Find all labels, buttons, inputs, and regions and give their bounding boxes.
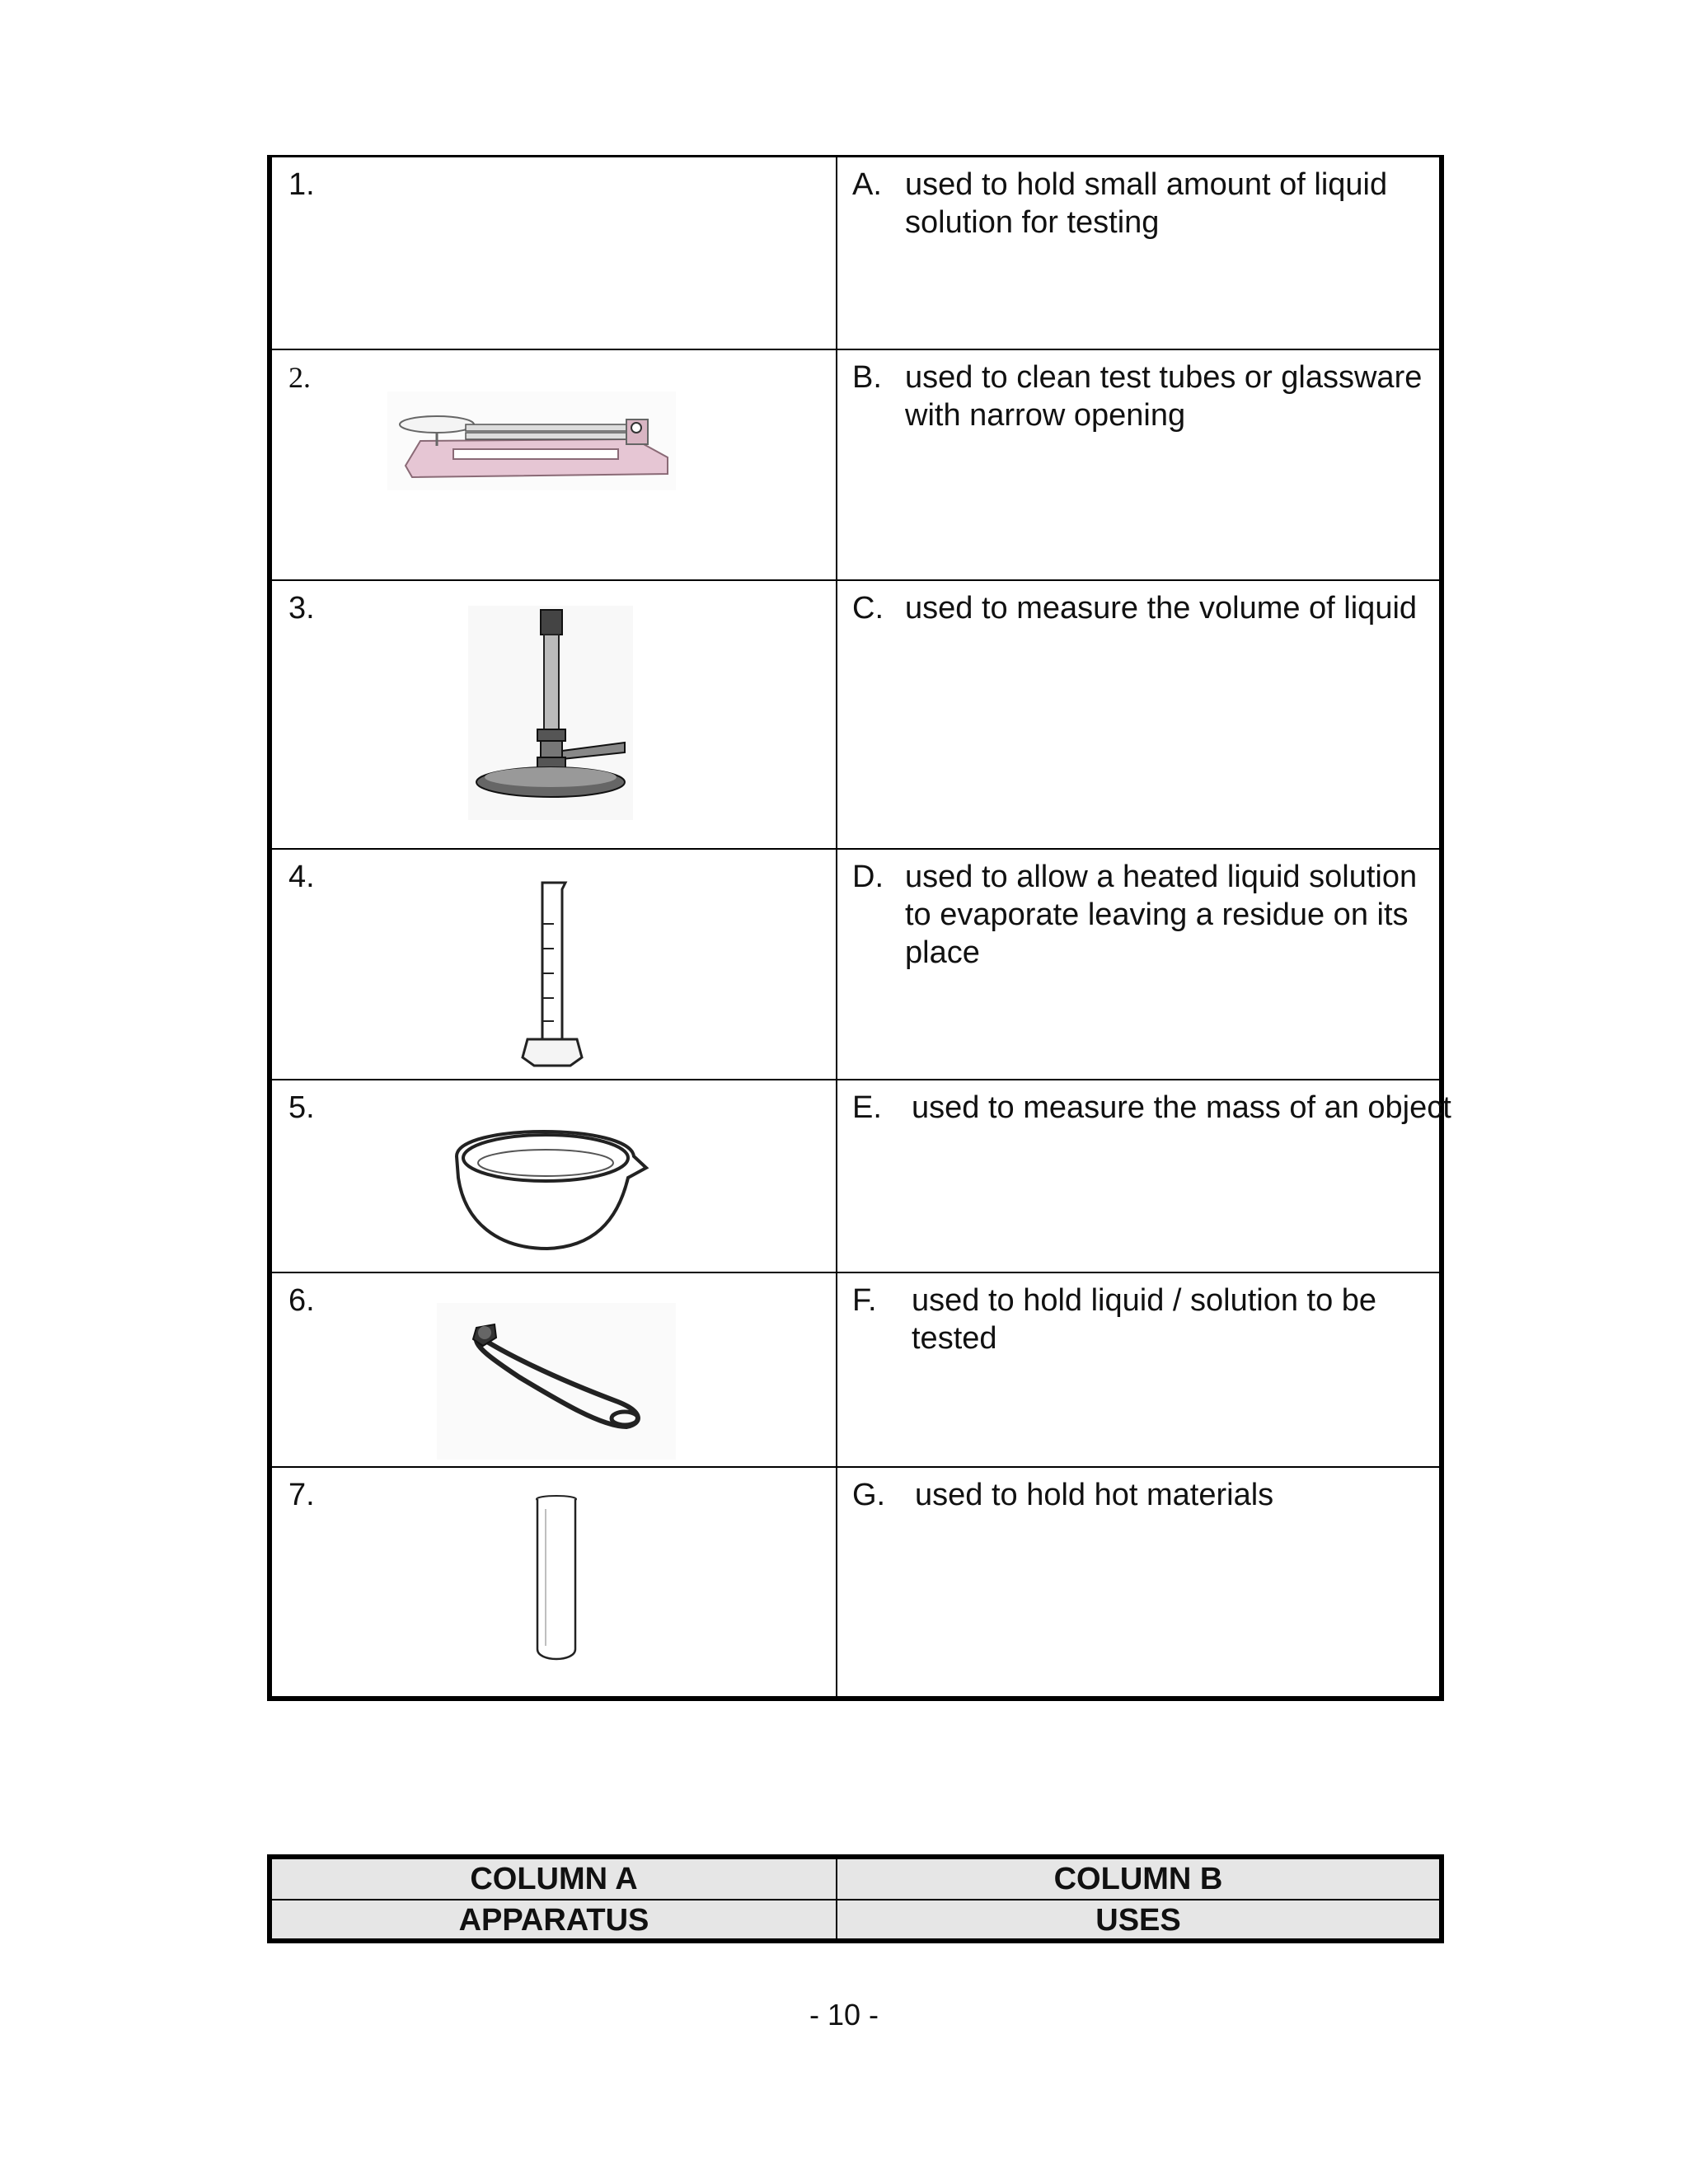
table-row (272, 581, 1439, 850)
use-letter: A. (852, 167, 882, 202)
graduated-cylinder-icon (511, 874, 593, 1072)
use-cell (837, 1080, 1451, 1272)
use-text: used to hold liquid / solution to be tested (912, 1283, 1377, 1356)
item-number: 5. (288, 1090, 315, 1125)
matching-table (267, 155, 1451, 1701)
column-header-table (267, 1854, 1444, 1943)
use-cell (837, 1273, 1439, 1466)
apparatus-cell (272, 350, 837, 579)
header-row (272, 1900, 1439, 1940)
item-number: 4. (288, 860, 315, 894)
use-text: used to clean test tubes or glassware with narrow opening (905, 360, 1423, 433)
bunsen-burner-icon (468, 606, 633, 820)
use-text: used to measure the mass of an object (912, 1090, 1451, 1125)
apparatus-cell (272, 850, 837, 1079)
table-row (272, 1468, 1439, 1699)
table-row (272, 350, 1439, 581)
use-letter: E. (852, 1090, 882, 1125)
use-letter: B. (852, 360, 882, 395)
item-number: 3. (288, 591, 315, 626)
use-letter: D. (852, 860, 884, 894)
use-text: used to allow a heated liquid solution to evaporate leaving a residue on its place (905, 860, 1418, 970)
use-cell (837, 350, 1439, 579)
column-a-subtitle: APPARATUS (272, 1900, 837, 1940)
use-cell (837, 581, 1439, 848)
column-b-subtitle: USES (1095, 1902, 1181, 1938)
table-row (272, 1273, 1439, 1468)
table-row (272, 157, 1439, 350)
use-cell (837, 157, 1439, 349)
use-text: used to hold hot materials (915, 1478, 1274, 1512)
apparatus-cell (272, 1080, 837, 1272)
apparatus-cell (272, 581, 837, 848)
item-number: 2. (288, 361, 311, 394)
evaporating-dish-icon (448, 1099, 654, 1263)
page-number: - 10 - (809, 1998, 879, 2032)
table-row (272, 1080, 1451, 1273)
column-b-title: COLUMN B (1053, 1861, 1223, 1896)
use-letter: C. (852, 591, 884, 626)
test-tube-icon (528, 1493, 585, 1674)
item-number: 6. (288, 1283, 315, 1318)
header-row (272, 1859, 1439, 1900)
use-text: used to hold small amount of liquid solution for testing (905, 167, 1388, 240)
table-row (272, 850, 1439, 1080)
use-text: used to measure the volume of liquid (905, 591, 1418, 626)
apparatus-cell (272, 157, 837, 349)
use-cell (837, 850, 1439, 1079)
use-cell (837, 1468, 1439, 1699)
column-a-title: COLUMN A (272, 1859, 837, 1899)
use-letter: G. (852, 1478, 886, 1512)
item-number: 7. (288, 1478, 315, 1512)
triple-beam-balance-icon (387, 391, 676, 490)
item-number: 1. (288, 167, 315, 202)
use-letter: F. (852, 1283, 877, 1318)
test-tube-brush-icon (437, 1303, 676, 1460)
apparatus-cell (272, 1468, 837, 1699)
apparatus-cell (272, 1273, 837, 1466)
